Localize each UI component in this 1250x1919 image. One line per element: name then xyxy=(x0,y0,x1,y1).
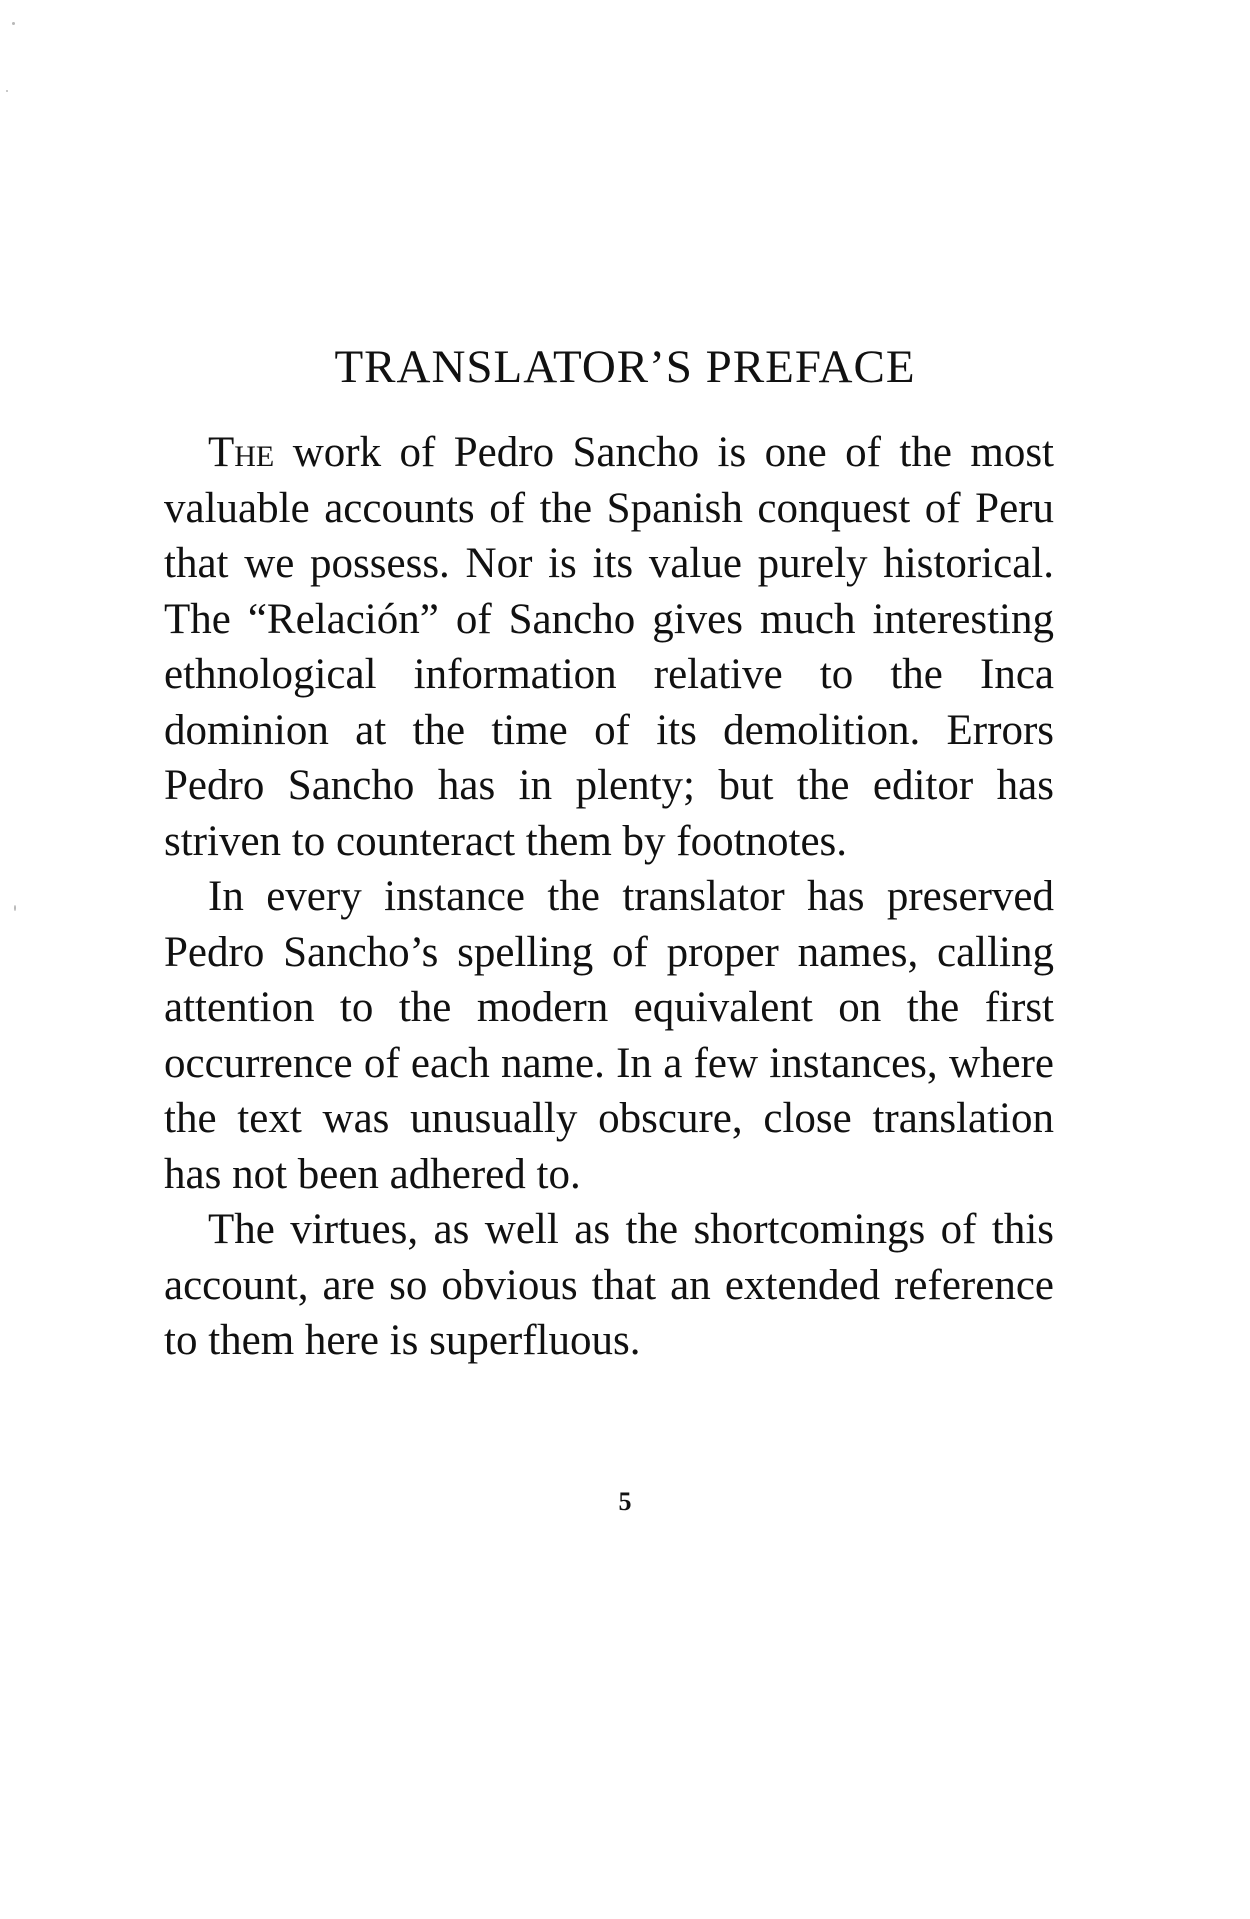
scan-speck xyxy=(14,905,16,911)
scan-speck xyxy=(12,22,15,25)
page-title: TRANSLATOR’S PREFACE xyxy=(334,341,916,393)
paragraph-1-lead-word: The xyxy=(208,429,275,476)
paragraph-1-text: work of Pedro Sancho is one of the most valuable accounts of the Spanish conquest of Peru that we possess. Nor is its value purely historical. The “Relación” of Sancho gives much interesting ethnological information relative to the Inca dominion at the time of its demolition. Errors Pedro Sancho has in plenty; but the editor has striven to counteract them by footnotes. xyxy=(164,429,1054,865)
page-number: 5 xyxy=(618,1487,632,1516)
preface-body xyxy=(164,425,1054,1369)
paragraph-3: The virtues, as well as the shortcomings of this account, are so obvious that an extended reference to them here is superfluous. xyxy=(164,1206,1054,1364)
scan-speck xyxy=(6,90,8,92)
paragraph-1 xyxy=(164,425,1054,869)
paragraph-2: In every instance the translator has preserved Pedro Sancho’s spelling of proper names, calling attention to the modern equivalent on the first occurrence of each name. In a few instances, where the text was unusually obscure, close translation has not been adhered to. xyxy=(164,873,1054,1198)
